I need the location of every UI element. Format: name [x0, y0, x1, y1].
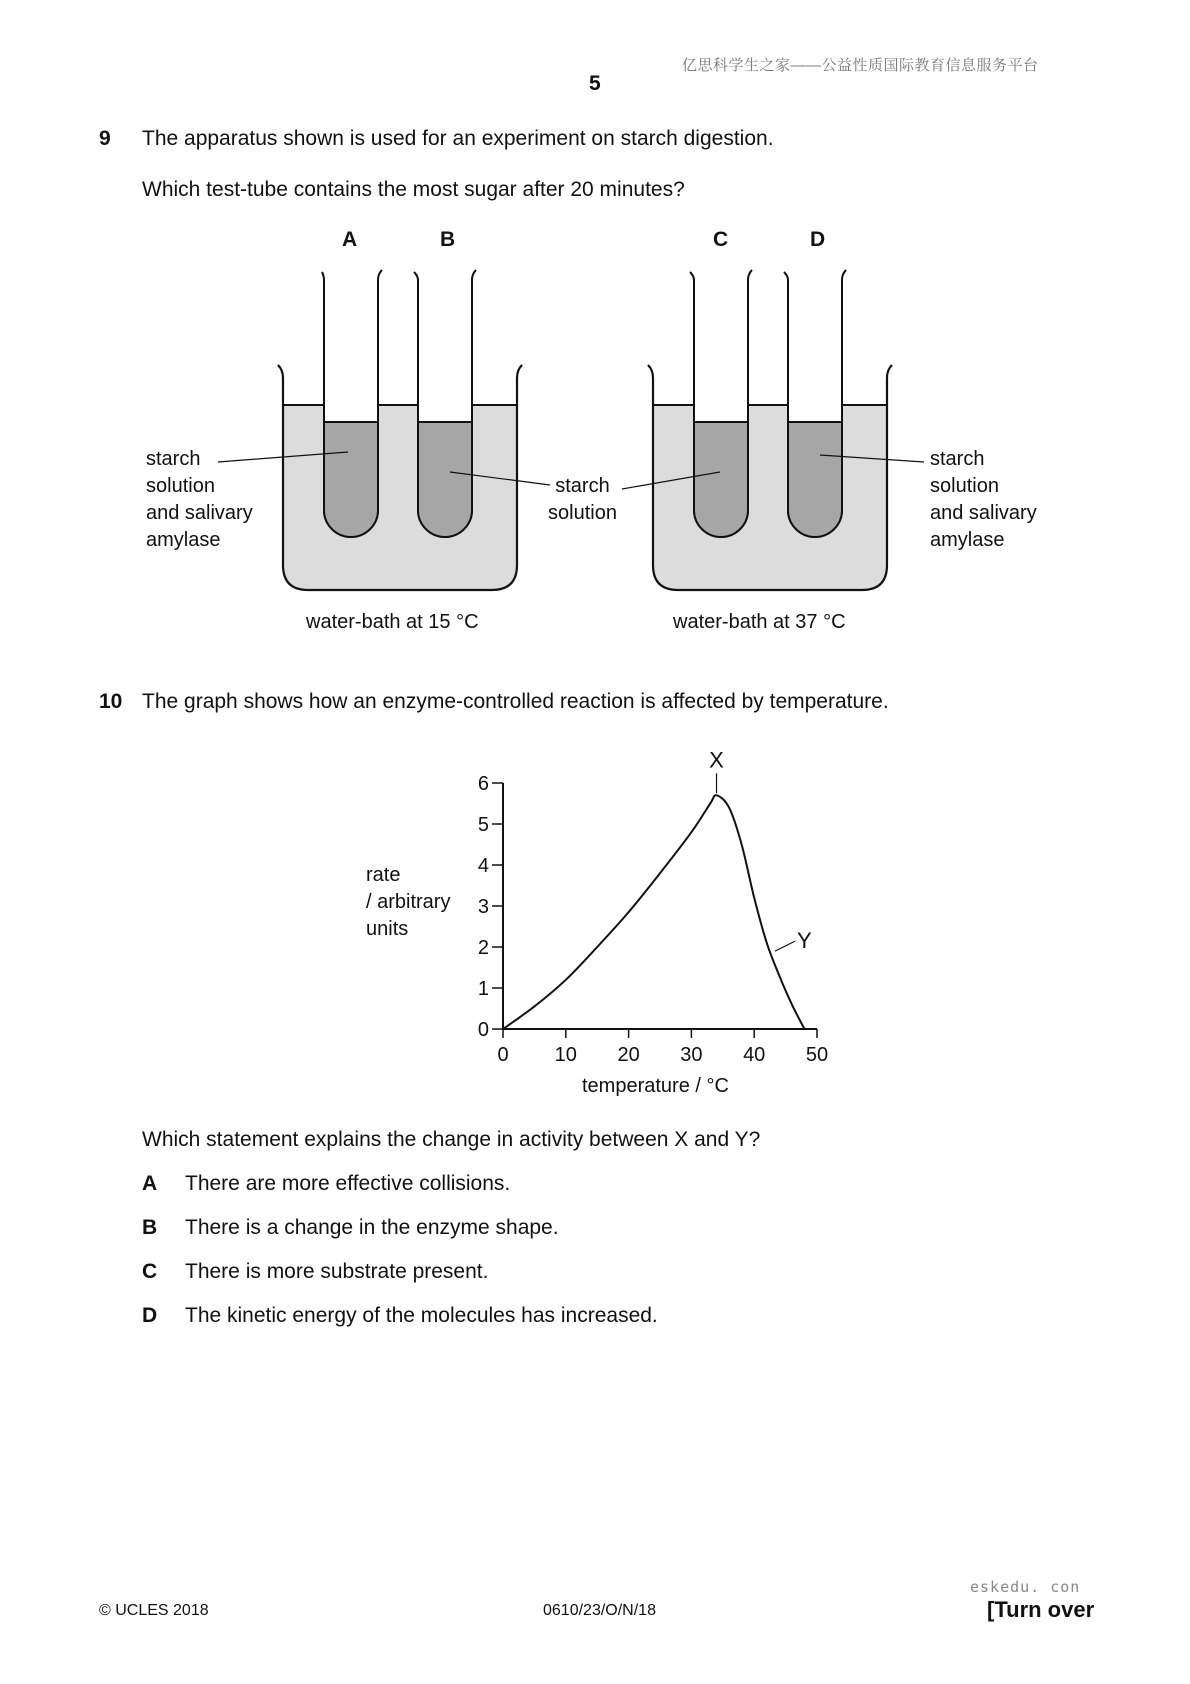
turn-over: [Turn over: [987, 1597, 1095, 1622]
question-9-prompt: Which test-tube contains the most sugar after 20 minutes?: [142, 178, 685, 201]
x-tick-label: 30: [680, 1044, 703, 1066]
option-text: There is a change in the enzyme shape.: [185, 1216, 559, 1239]
y-tick-label: 1: [477, 978, 489, 1000]
question-9-number: 9: [99, 127, 111, 150]
x-tick-label: 40: [743, 1044, 766, 1066]
option-letter: C: [142, 1260, 158, 1283]
option-text: There is more substrate present.: [185, 1260, 489, 1283]
y-tick-label: 5: [477, 814, 489, 836]
y-tick-label: 2: [477, 937, 489, 959]
label-middle: starch solution: [548, 475, 617, 524]
page-number: 5: [589, 72, 601, 95]
x-tick-label: 0: [497, 1044, 509, 1066]
x-tick-label: 20: [617, 1044, 640, 1066]
y-tick-label: 6: [477, 773, 489, 795]
tube-label-d: D: [810, 228, 826, 251]
chart-xlabel: temperature / °C: [582, 1075, 729, 1097]
y-tick-label: 0: [477, 1019, 489, 1041]
tube-label-a: A: [342, 228, 358, 251]
label-right: starch solution and salivary amylase: [930, 448, 1037, 551]
label-left: starch solution and salivary amylase: [146, 448, 253, 551]
header-watermark: 亿思科学生之家——公益性质国际教育信息服务平台: [682, 57, 1039, 74]
y-tick-label: 3: [477, 896, 489, 918]
y-marker-line: [775, 941, 795, 951]
chart-ylabel: rate / arbitrary units: [366, 864, 451, 940]
tube-label-c: C: [713, 228, 729, 251]
bath-label-right: water-bath at 37 °C: [673, 611, 846, 633]
option-letter: B: [142, 1216, 158, 1239]
question-10-number: 10: [99, 690, 123, 713]
option-text: There are more effective collisions.: [185, 1172, 511, 1195]
footer-watermark: eskedu. con: [970, 1578, 1081, 1596]
option-text: The kinetic energy of the molecules has increased.: [185, 1304, 658, 1327]
rate-curve: [503, 795, 804, 1029]
question-9-stem: The apparatus shown is used for an experiment on starch digestion.: [142, 127, 774, 150]
footer-copyright: © UCLES 2018: [99, 1602, 209, 1619]
question-10-prompt: Which statement explains the change in activity between X and Y?: [142, 1128, 761, 1151]
y-tick-label: 4: [477, 855, 489, 877]
annotation-x: X: [709, 747, 724, 773]
footer-code: 0610/23/O/N/18: [543, 1602, 656, 1619]
bath-label-left: water-bath at 15 °C: [306, 611, 479, 633]
question-10-stem: The graph shows how an enzyme-controlled reaction is affected by temperature.: [142, 690, 889, 713]
annotation-y: Y: [797, 928, 812, 954]
tube-label-b: B: [440, 228, 456, 251]
option-letter: D: [142, 1304, 158, 1327]
option-letter: A: [142, 1172, 158, 1195]
x-tick-label: 50: [805, 1044, 829, 1066]
x-tick-label: 10: [554, 1044, 577, 1066]
